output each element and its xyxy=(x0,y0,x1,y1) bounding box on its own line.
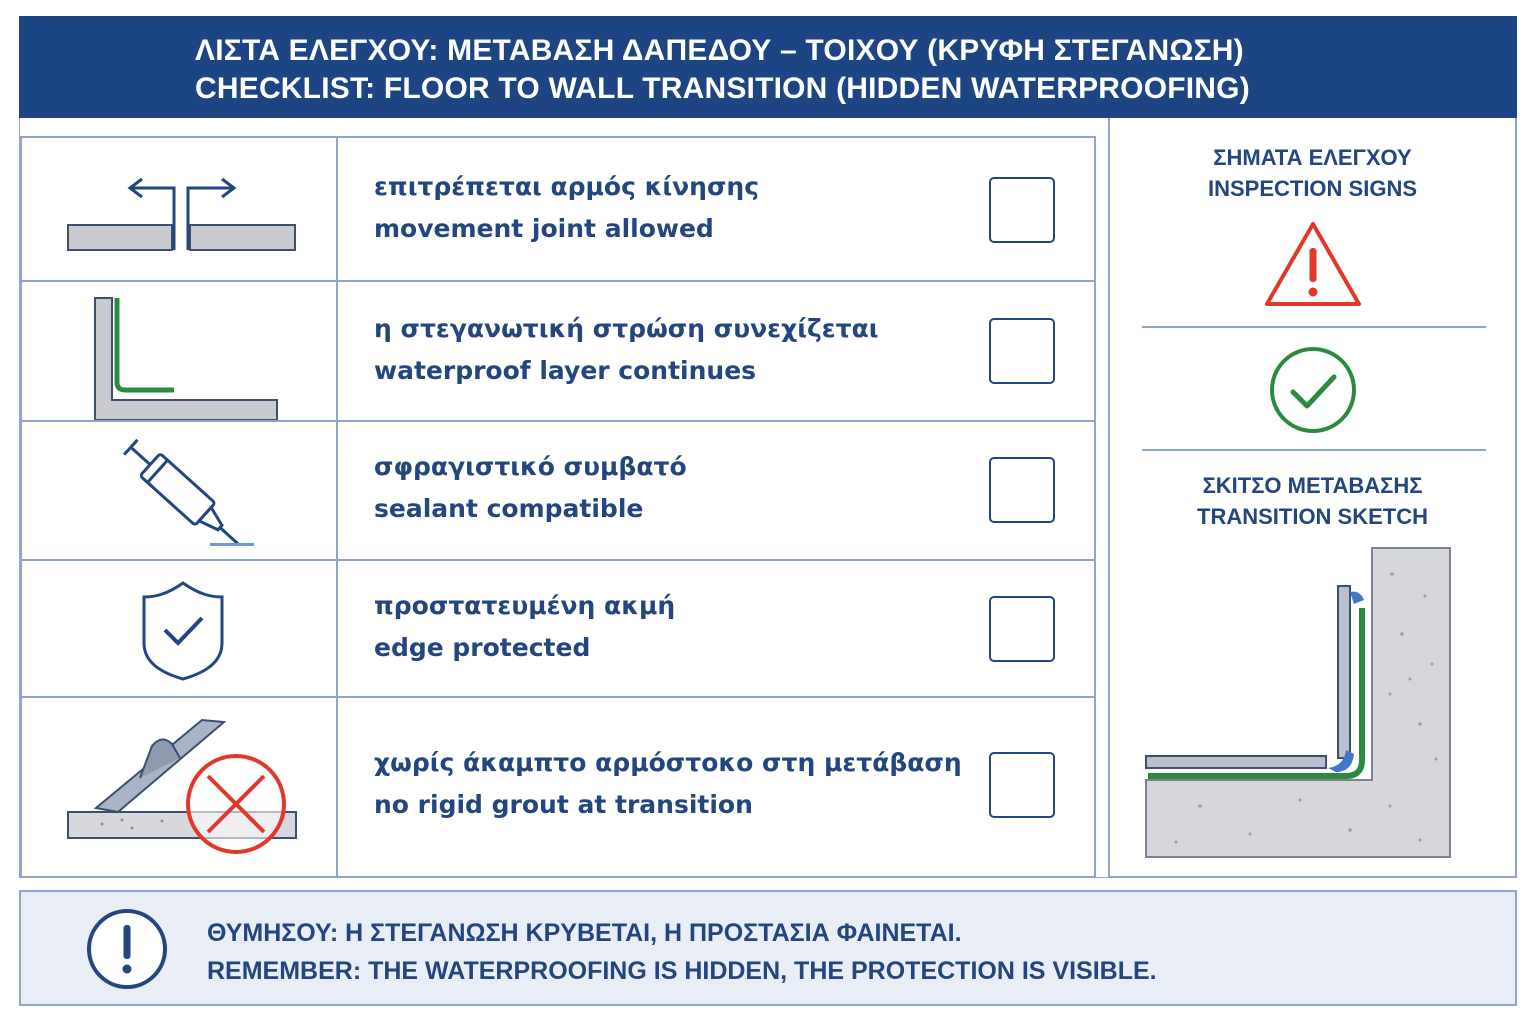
checklist-row xyxy=(22,282,1094,422)
sidebar-divider xyxy=(1142,449,1486,451)
icon-cell xyxy=(22,282,338,420)
item-checkbox[interactable] xyxy=(989,457,1055,523)
item-label-english: edge protected xyxy=(374,633,591,662)
checklist-row xyxy=(22,422,1094,561)
checklist-row xyxy=(22,561,1094,698)
reminder-greek: ΘΥΜΗΣΟΥ: Η ΣΤΕΓΑΝΩΣΗ ΚΡΥΒΕΤΑΙ, Η ΠΡΟΣΤΑΣΙΑ ΦΑΙΝΕΤΑΙ. xyxy=(207,919,962,947)
movement-joint-icon xyxy=(22,138,336,280)
checklist-table xyxy=(20,136,1096,878)
sidebar-divider xyxy=(1142,326,1486,328)
reminder-english: REMEMBER: THE WATERPROOFING IS HIDDEN, THE PROTECTION IS VISIBLE. xyxy=(207,957,1157,985)
shield-check-icon xyxy=(22,561,336,696)
item-label-greek: χωρίς άκαμπτο αρμόστοκο στη μετάβαση xyxy=(374,748,962,777)
sketch-title-greek: ΣΚΙΤΣΟ ΜΕΤΑΒΑΣΗΣ xyxy=(1202,473,1423,498)
exclamation-circle-icon xyxy=(85,907,169,991)
title-greek: ΛΙΣΤΑ ΕΛΕΓΧΟΥ: ΜΕΤΑΒΑΣΗ ΔΑΠΕΔΟΥ – ΤΟΙΧΟΥ (ΚΡΥΦΗ ΣΤΕΓΑΝΩΣΗ) xyxy=(195,34,1244,67)
inspection-sidebar xyxy=(1108,118,1517,878)
signs-title-english: INSPECTION SIGNS xyxy=(1207,176,1418,201)
icon-cell xyxy=(22,698,338,876)
transition-sketch xyxy=(1140,544,1480,864)
item-checkbox[interactable] xyxy=(989,318,1055,384)
item-label-english: no rigid grout at transition xyxy=(374,790,753,819)
item-text xyxy=(374,308,879,392)
no-rigid-grout-icon xyxy=(22,698,336,876)
check-circle-icon xyxy=(1267,344,1359,436)
icon-cell xyxy=(22,138,338,280)
item-checkbox[interactable] xyxy=(989,596,1055,662)
reminder-text xyxy=(207,914,1157,990)
reminder-banner xyxy=(19,890,1517,1006)
sealant-gun-icon xyxy=(22,422,336,559)
item-text xyxy=(374,585,675,669)
title-english: CHECKLIST: FLOOR TO WALL TRANSITION (HIDDEN WATERPROOFING) xyxy=(195,72,1250,105)
item-text xyxy=(374,742,962,826)
icon-cell xyxy=(22,561,338,696)
signs-title-greek: ΣΗΜΑΤΑ ΕΛΕΓΧΟΥ xyxy=(1213,145,1412,170)
page-header xyxy=(19,16,1517,118)
item-label-english: waterproof layer continues xyxy=(374,356,757,385)
waterproof-layer-icon xyxy=(22,282,336,420)
item-checkbox[interactable] xyxy=(989,177,1055,243)
sketch-title-english: TRANSITION SKETCH xyxy=(1197,504,1428,529)
warning-triangle-icon xyxy=(1262,218,1364,310)
item-label-english: movement joint allowed xyxy=(374,214,714,243)
item-checkbox[interactable] xyxy=(989,752,1055,818)
item-text xyxy=(374,166,759,250)
sketch-title xyxy=(1110,470,1515,532)
item-label-greek: επιτρέπεται αρμός κίνησης xyxy=(374,172,760,201)
signs-title xyxy=(1110,142,1515,204)
item-label-greek: η στεγανωτική στρώση συνεχίζεται xyxy=(374,314,879,343)
checklist-row xyxy=(22,138,1094,282)
item-text xyxy=(374,446,687,530)
item-label-greek: σφραγιστικό συμβατό xyxy=(374,452,687,481)
icon-cell xyxy=(22,422,338,559)
checklist-row xyxy=(22,698,1094,876)
item-label-greek: προστατευμένη ακμή xyxy=(374,591,676,620)
item-label-english: sealant compatible xyxy=(374,494,644,523)
